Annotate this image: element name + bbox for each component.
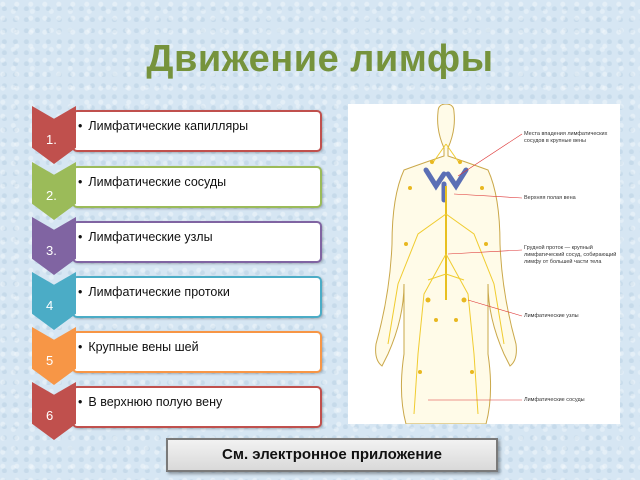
step-chevron [32, 272, 76, 330]
flow-step [32, 331, 322, 375]
lymph-system-figure [348, 104, 620, 424]
bullet-icon: • [78, 175, 83, 189]
page-title: Движение лимфы [146, 38, 494, 80]
flow-step [32, 386, 322, 430]
figure-label-entry-points: Места впадения лимфатических сосудов в крупные вены [524, 131, 608, 144]
flow-step [32, 221, 322, 265]
electronic-supplement-button[interactable]: См. электронное приложение [166, 438, 498, 472]
step-number: 5 [46, 353, 54, 368]
step-label: Лимфатические узлы [88, 230, 213, 244]
step-number: 4 [46, 298, 54, 313]
step-label: Крупные вены шей [88, 340, 199, 354]
flow-step [32, 276, 322, 320]
step-text [78, 285, 230, 299]
step-text [78, 395, 222, 409]
flow-step [32, 166, 322, 210]
bullet-icon: • [78, 230, 83, 244]
figure-label-lymph-nodes: Лимфатические узлы [524, 313, 579, 319]
flow-step [32, 110, 322, 154]
step-number: 2. [46, 188, 57, 203]
figure-label-lymph-vessels: Лимфатические сосуды [524, 397, 585, 403]
step-text [78, 175, 226, 189]
step-label: Лимфатические капилляры [88, 119, 249, 133]
step-label: Лимфатические протоки [88, 285, 230, 299]
bullet-icon: • [78, 119, 83, 133]
step-text [78, 340, 199, 354]
step-chevron [32, 327, 76, 385]
figure-label-vena-cava: Верхняя полая вена [524, 195, 576, 201]
bullet-icon: • [78, 395, 83, 409]
step-number: 6 [46, 408, 54, 423]
step-text [78, 230, 213, 244]
step-text [78, 119, 248, 133]
bullet-icon: • [78, 285, 83, 299]
figure-label-thoracic-duct: Грудной проток — крупный лимфатический сосуд, собирающий лимфу от большей части тела [524, 245, 617, 265]
step-label: В верхнюю полую вену [88, 395, 223, 409]
bullet-icon: • [78, 340, 83, 354]
step-chevron [32, 382, 76, 440]
step-number: 1. [46, 132, 57, 147]
step-number: 3. [46, 243, 57, 258]
step-label: Лимфатические сосуды [88, 175, 227, 189]
